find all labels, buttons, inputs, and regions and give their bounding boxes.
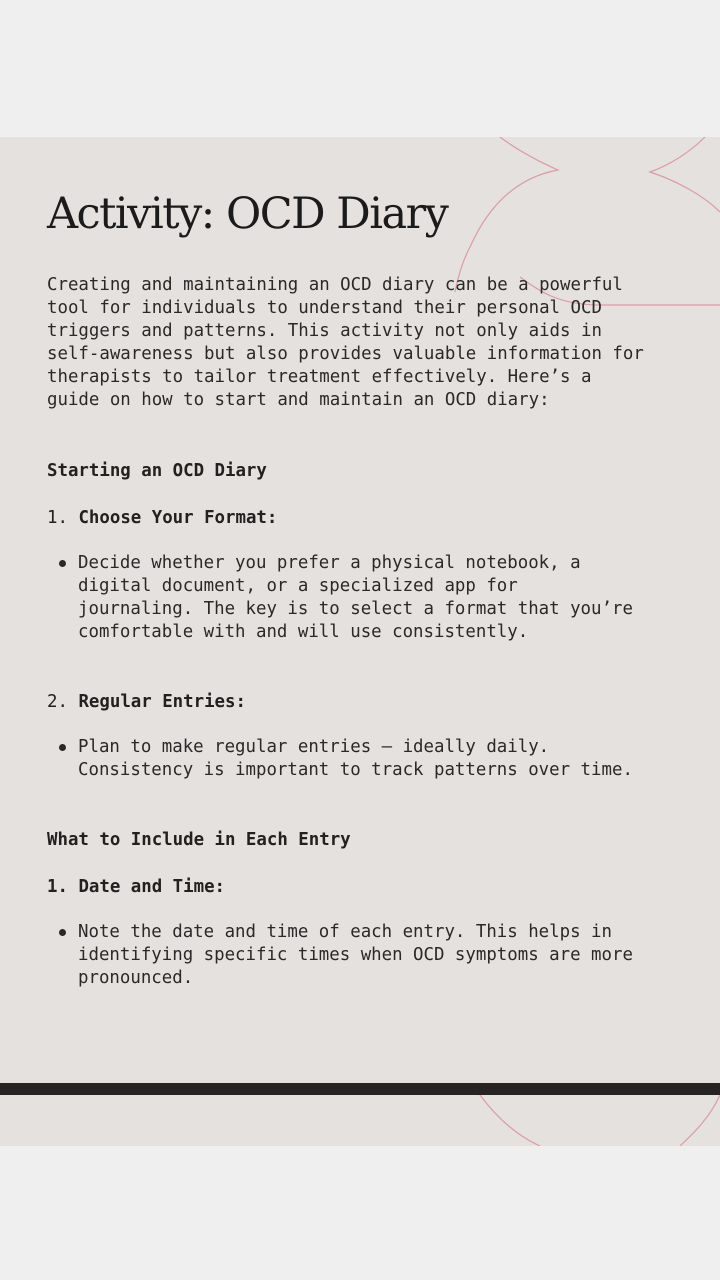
step-label: Choose Your Format:	[78, 508, 278, 528]
arc-bottom-right	[680, 1095, 720, 1146]
step-label: Date and Time:	[78, 877, 226, 897]
section-heading-starting: Starting an OCD Diary	[47, 461, 267, 481]
step-number: 1.	[47, 508, 68, 528]
step-date-time	[47, 877, 225, 897]
intro-paragraph: Creating and maintaining an OCD diary can be a powerful tool for individuals to understand their personal OCD triggers and patterns. This activity not only aids in self-awareness but also provides valuable information for therapists to tailor treatment effectively. Here’s a guide on how to start and maintain an OCD diary:	[47, 275, 644, 411]
bullet-choose-format	[78, 552, 638, 644]
step-number: 1.	[47, 877, 68, 897]
footer-bar	[0, 1083, 720, 1095]
step-choose-format	[47, 508, 277, 528]
arc-bottom-left	[480, 1095, 540, 1146]
bullet-text: Decide whether you prefer a physical notebook, a digital document, or a specialized app for journaling. The key is to select a format that you’re comfortable with and will use consistently.	[78, 553, 633, 643]
arc-top-right	[650, 137, 720, 212]
bullet-text: Plan to make regular entries – ideally daily. Consistency is important to track patterns over time.	[78, 737, 633, 781]
step-number: 2.	[47, 692, 68, 712]
section-heading-include: What to Include in Each Entry	[47, 830, 351, 850]
bullet-regular-entries	[78, 736, 638, 782]
intro-block	[47, 274, 647, 413]
bullet-date-time	[78, 921, 638, 990]
page-title: Activity: OCD Diary	[47, 189, 448, 239]
step-regular-entries	[47, 692, 246, 712]
document-sheet	[0, 137, 720, 1146]
bullet-text: Note the date and time of each entry. This helps in identifying specific times when OCD symptoms are more pronounced.	[78, 922, 633, 989]
step-label: Regular Entries:	[78, 692, 246, 712]
bullet-dot-icon	[59, 744, 66, 751]
bullet-dot-icon	[59, 929, 66, 936]
arc-top-left	[455, 137, 558, 292]
bullet-dot-icon	[59, 560, 66, 567]
